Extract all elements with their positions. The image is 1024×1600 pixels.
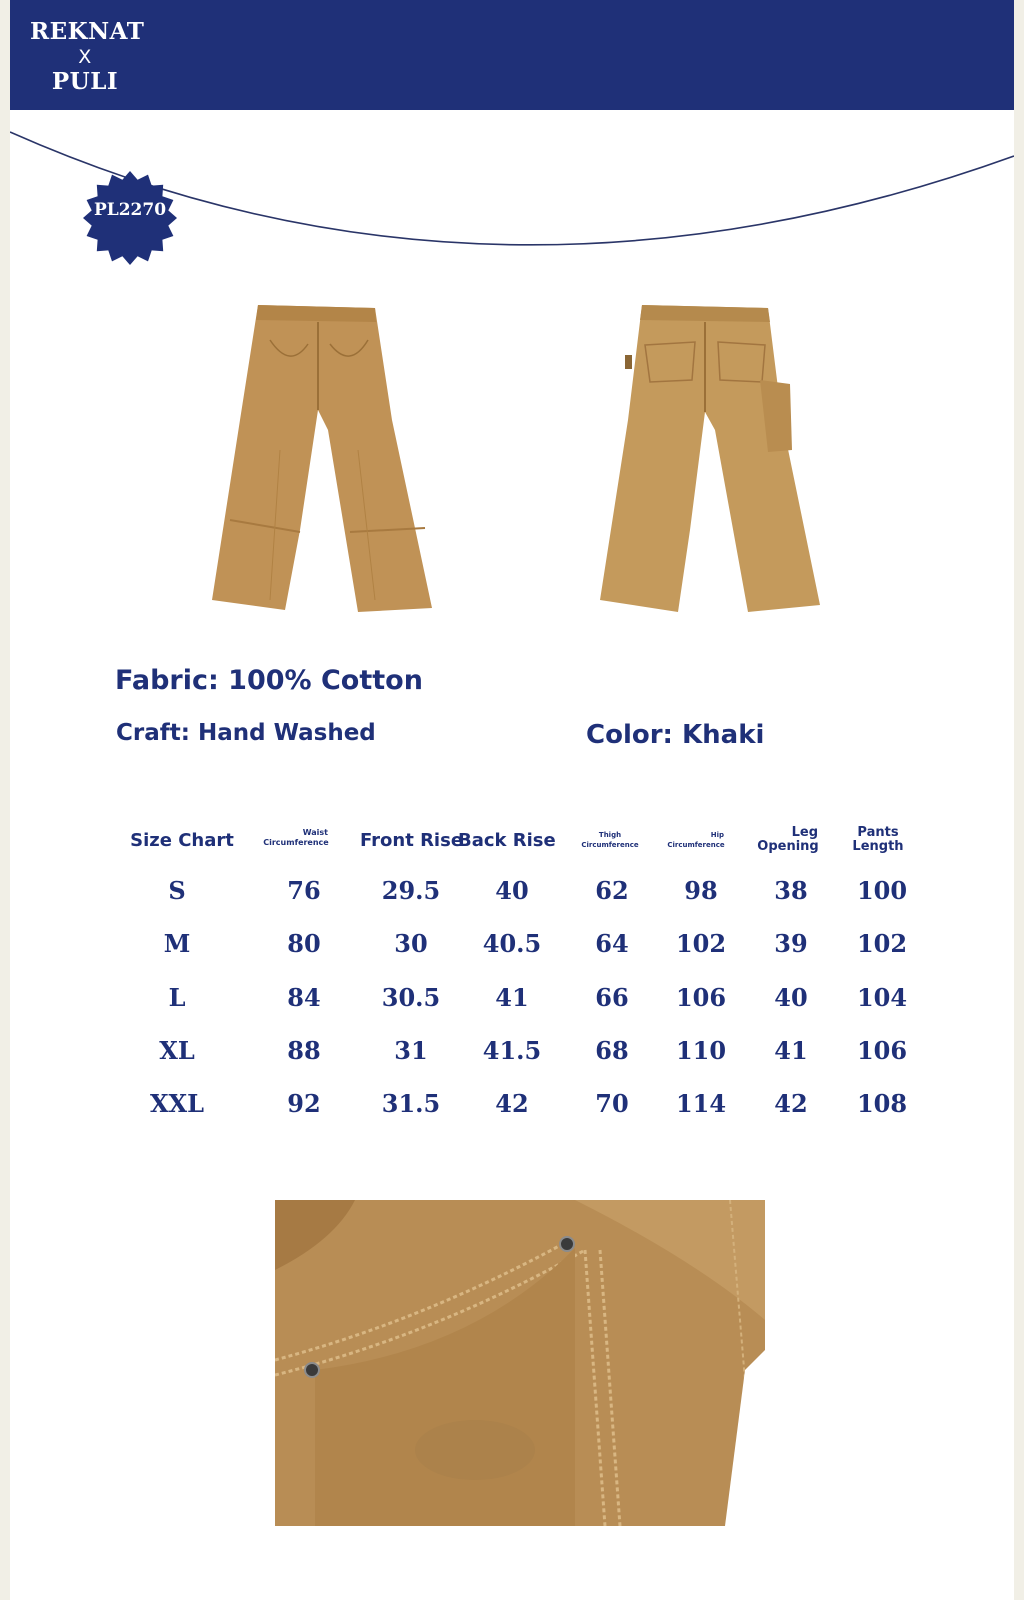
pants-front-image (210, 300, 440, 620)
fabric-closeup-image (275, 1200, 765, 1526)
header-size-chart: Size Chart (130, 830, 234, 851)
header-length-line1: Pants (857, 825, 899, 840)
cell-length: 102 (856, 929, 908, 958)
cell-back-rise: 41.5 (482, 1036, 542, 1065)
brand-name-puli: PULI (51, 68, 119, 95)
cell-size: M (163, 929, 191, 958)
cell-thigh: 68 (595, 1036, 629, 1065)
cell-front-rise: 30.5 (381, 983, 441, 1012)
cell-front-rise: 31.5 (381, 1089, 441, 1118)
cell-back-rise: 42 (495, 1089, 529, 1118)
cell-size: L (168, 983, 186, 1012)
header-thigh-line1: Thigh (598, 831, 622, 839)
header-front-rise: Front Rise (360, 830, 464, 851)
brand-name-reknat: REKNAT (30, 18, 145, 45)
cell-front-rise: 29.5 (381, 876, 441, 905)
cell-waist: 80 (287, 929, 321, 958)
cell-back-rise: 41 (495, 983, 529, 1012)
header-hip-line2: Circumference (667, 841, 725, 849)
cell-leg-opening: 39 (774, 929, 808, 958)
header-thigh (570, 830, 650, 850)
cell-thigh: 66 (595, 983, 629, 1012)
header-back-rise: Back Rise (458, 830, 556, 851)
header-waist-line1: Waist (302, 828, 328, 837)
header-waist-line2: Circumference (263, 838, 329, 847)
header-length-line2: Length (852, 839, 904, 854)
brand-logo (30, 18, 145, 96)
cell-front-rise: 30 (394, 929, 428, 958)
header-leg-line1: Leg (791, 825, 818, 840)
cell-hip: 98 (684, 876, 718, 905)
cell-thigh: 64 (595, 929, 629, 958)
brand-header (10, 0, 1014, 110)
cell-waist: 84 (287, 983, 321, 1012)
cell-thigh: 70 (595, 1089, 629, 1118)
header-hip-line1: Hip (710, 831, 724, 839)
header-hip (656, 830, 736, 850)
brand-separator: X (78, 46, 92, 68)
cell-size: S (168, 876, 186, 905)
cell-hip: 114 (675, 1089, 727, 1118)
cell-length: 100 (856, 876, 908, 905)
cell-back-rise: 40 (495, 876, 529, 905)
cell-hip: 110 (675, 1036, 727, 1065)
cell-back-rise: 40.5 (482, 929, 542, 958)
craft-label: Craft: Hand Washed (116, 720, 376, 746)
cell-length: 104 (856, 983, 908, 1012)
cell-length: 108 (856, 1089, 908, 1118)
header-thigh-line2: Circumference (581, 841, 639, 849)
cell-leg-opening: 40 (774, 983, 808, 1012)
cell-waist: 92 (287, 1089, 321, 1118)
header-waist (246, 828, 346, 848)
cell-leg-opening: 42 (774, 1089, 808, 1118)
cell-hip: 102 (675, 929, 727, 958)
product-page (10, 0, 1014, 1600)
cell-front-rise: 31 (394, 1036, 428, 1065)
header-leg-line2: Opening (757, 839, 819, 854)
cell-hip: 106 (675, 983, 727, 1012)
product-code: PL2270 (93, 200, 167, 220)
cell-waist: 76 (287, 876, 321, 905)
fabric-label: Fabric: 100% Cotton (115, 665, 423, 696)
cell-size: XXL (149, 1089, 205, 1118)
color-label: Color: Khaki (586, 720, 765, 750)
header-pants-length (838, 826, 918, 854)
cell-thigh: 62 (595, 876, 629, 905)
cell-length: 106 (856, 1036, 908, 1065)
pants-back-image (600, 300, 830, 620)
cell-leg-opening: 38 (774, 876, 808, 905)
header-leg-opening (748, 826, 828, 854)
cell-waist: 88 (287, 1036, 321, 1065)
cell-leg-opening: 41 (774, 1036, 808, 1065)
cell-size: XL (159, 1036, 195, 1065)
